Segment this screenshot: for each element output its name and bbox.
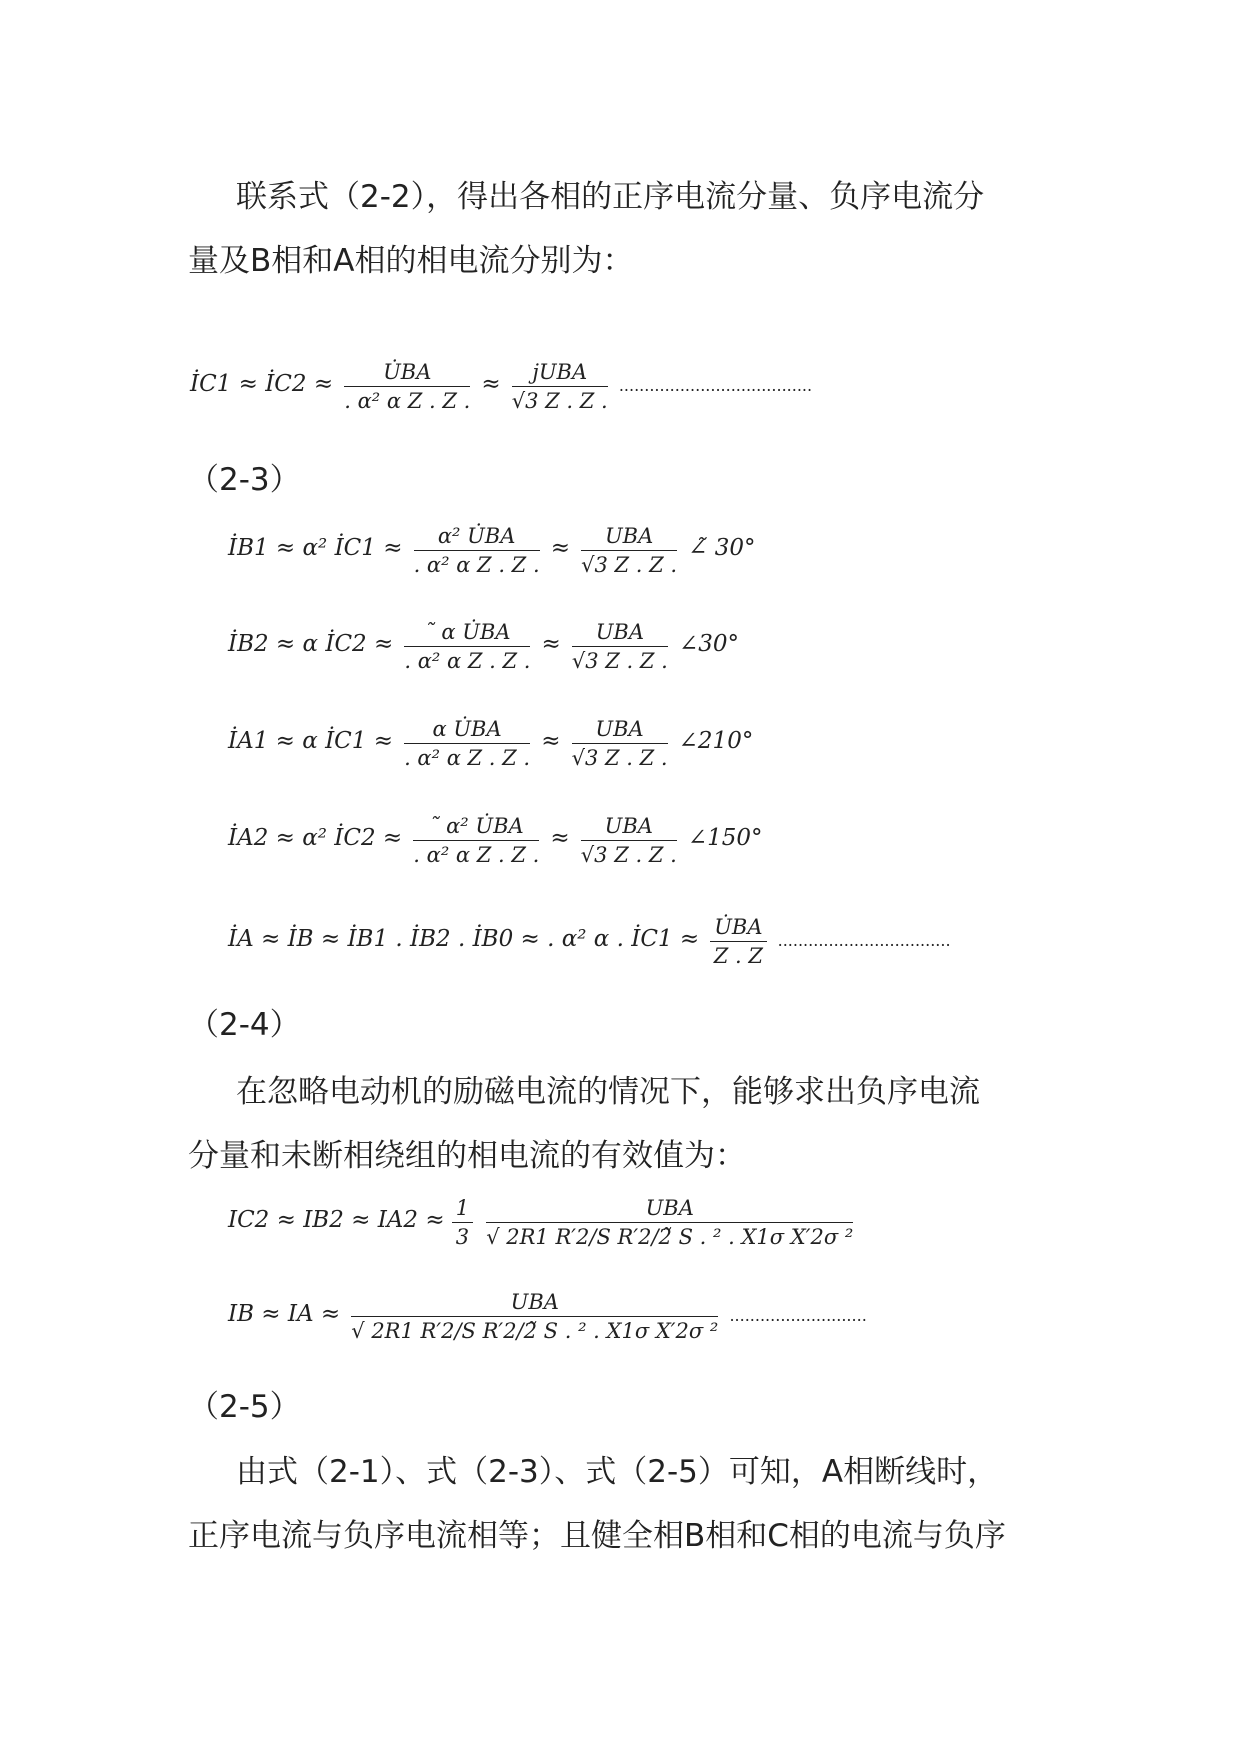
eq-ia2-frac1-denominator: . α² α Z . Z . [413,843,540,867]
equation-number-2-5: （2-5） [188,1389,301,1425]
paragraph-2 [188,1060,1068,1188]
paragraph-1-line-2: 量及B相和A相的相电流分别为： [188,243,634,279]
eq-ib1-approx: ≈ [550,535,570,561]
eq-ic2-coefficient [452,1196,473,1249]
eq-ia1-approx: ≈ [541,728,561,754]
eq-2-5-denominator: √ 2R1 R′2/S R′2/2̃ S . ² . X1σ X′2σ ² [351,1319,719,1343]
equation-2-3 [190,360,812,413]
eq-ib1-frac1-denominator: . α² α Z . Z . [413,553,540,577]
paragraph-3 [188,1440,1068,1568]
eq-ib1-frac1-numerator: α² U̇BA [414,524,540,551]
eq-ia2-fraction-2 [581,814,677,867]
equation-ia1 [228,717,753,770]
eq-ia1-frac1-numerator: α U̇BA [404,717,530,744]
eq-ic2-denominator: √ 2R1 R′2/S R′2/2̃ S . ² . X1σ X′2σ ² [486,1225,854,1249]
eq-2-5-lhs: IB ≈ IA ≈ [228,1301,341,1327]
eq-ib1-frac2-numerator: UBA [581,524,677,551]
eq-ia2-fraction-1 [413,814,539,867]
eq-ib2-frac2-numerator: UBA [572,620,668,647]
eq-ib2-fraction-2 [572,620,668,673]
eq-ic2-coef-denominator: 3 [455,1225,470,1249]
eq-ic2-lhs: IC2 ≈ IB2 ≈ IA2 ≈ [228,1207,445,1233]
eq-ic2-fraction [486,1196,853,1249]
eq-ia2-frac2-denominator: √3 Z . Z . [580,843,677,867]
eq-ic2-numerator: UBA [486,1196,853,1223]
eq-ib1-fraction-1 [414,524,540,577]
eq-ib1-lhs: İB1 ≈ α² İC1 ≈ [228,535,403,561]
eq-2-5-numerator: UBA [351,1290,718,1317]
eq-ia1-lhs: İA1 ≈ α İC1 ≈ [228,728,393,754]
eq-2-3-frac2-denominator: √3 Z . Z . [511,389,608,413]
paragraph-1 [188,165,1068,293]
eq-ia2-approx: ≈ [550,825,570,851]
paragraph-2-line-1: 在忽略电动机的励磁电流的情况下，能够求出负序电流 [236,1074,980,1110]
eq-ia1-fraction-1 [404,717,530,770]
eq-ib2-frac1-denominator: . α² α Z . Z . [404,649,531,673]
eq-ib2-angle: ∠30° [678,631,739,657]
eq-ib1-fraction-2 [581,524,677,577]
eq-ia2-frac1-numerator: ˜ α² U̇BA [413,814,539,841]
eq-2-3-lhs: İC1 ≈ İC2 ≈ [190,371,334,397]
paragraph-3-line-1: 由式（2-1）、式（2-3）、式（2-5）可知，A相断线时， [236,1454,999,1490]
eq-ib2-fraction-1 [404,620,530,673]
eq-2-5-leader-dots: ........................... [729,1306,867,1325]
equation-number-2-4: （2-4） [188,1007,301,1043]
eq-2-3-frac2-numerator: jUBA [512,360,608,387]
eq-ia2-lhs: İA2 ≈ α² İC2 ≈ [228,825,403,851]
eq-2-3-frac1-denominator: . α² α Z . Z . [344,389,471,413]
equation-number-2-3: （2-3） [188,462,301,498]
eq-ib1-frac2-denominator: √3 Z . Z . [581,553,678,577]
eq-ia2-angle: ∠150° [687,825,763,851]
eq-ia1-frac2-denominator: √3 Z . Z . [571,746,668,770]
eq-2-3-fraction-2 [512,360,608,413]
eq-2-3-leader-dots: ...................................... [618,376,813,395]
eq-ib2-frac1-numerator: ˜ α U̇BA [404,620,530,647]
equation-2-5 [228,1290,867,1343]
paragraph-2-line-2: 分量和未断相绕组的相电流的有效值为： [188,1138,746,1174]
eq-2-4-fraction [710,915,766,968]
eq-ia2-frac2-numerator: UBA [581,814,677,841]
eq-2-3-approx: ≈ [481,371,501,397]
eq-ic2-coef-numerator: 1 [452,1196,473,1223]
eq-2-4-leader-dots: .................................. [777,931,951,950]
eq-ib1-angle: ∠̃ 30° [688,535,756,561]
equation-ib2 [228,620,739,673]
eq-2-4-numerator: U̇BA [710,915,766,942]
eq-2-3-frac1-numerator: U̇BA [344,360,470,387]
eq-2-3-fraction-1 [344,360,470,413]
eq-2-5-fraction [351,1290,718,1343]
equation-ib1 [228,524,756,577]
paragraph-3-line-2: 正序电流与负序电流相等；且健全相B相和C相的电流与负序 [188,1518,1006,1554]
eq-ib2-lhs: İB2 ≈ α İC2 ≈ [228,631,394,657]
eq-ib2-frac2-denominator: √3 Z . Z . [571,649,668,673]
eq-ia1-angle: ∠210° [678,728,754,754]
equation-ia2 [228,814,763,867]
eq-ia1-fraction-2 [572,717,668,770]
eq-ia1-frac2-numerator: UBA [572,717,668,744]
eq-2-4-lhs: İA ≈ İB ≈ İB1 . İB2 . İB0 ≈ . α² α . İC1 ≈ [228,926,700,952]
eq-ib2-approx: ≈ [541,631,561,657]
eq-ia1-frac1-denominator: . α² α Z . Z . [404,746,531,770]
paragraph-1-line-1: 联系式（2-2），得出各相的正序电流分量、负序电流分 [236,179,985,215]
equation-2-4 [228,915,951,968]
equation-ic2-effective [228,1196,859,1249]
eq-2-4-denominator: Z . Z [713,944,763,968]
